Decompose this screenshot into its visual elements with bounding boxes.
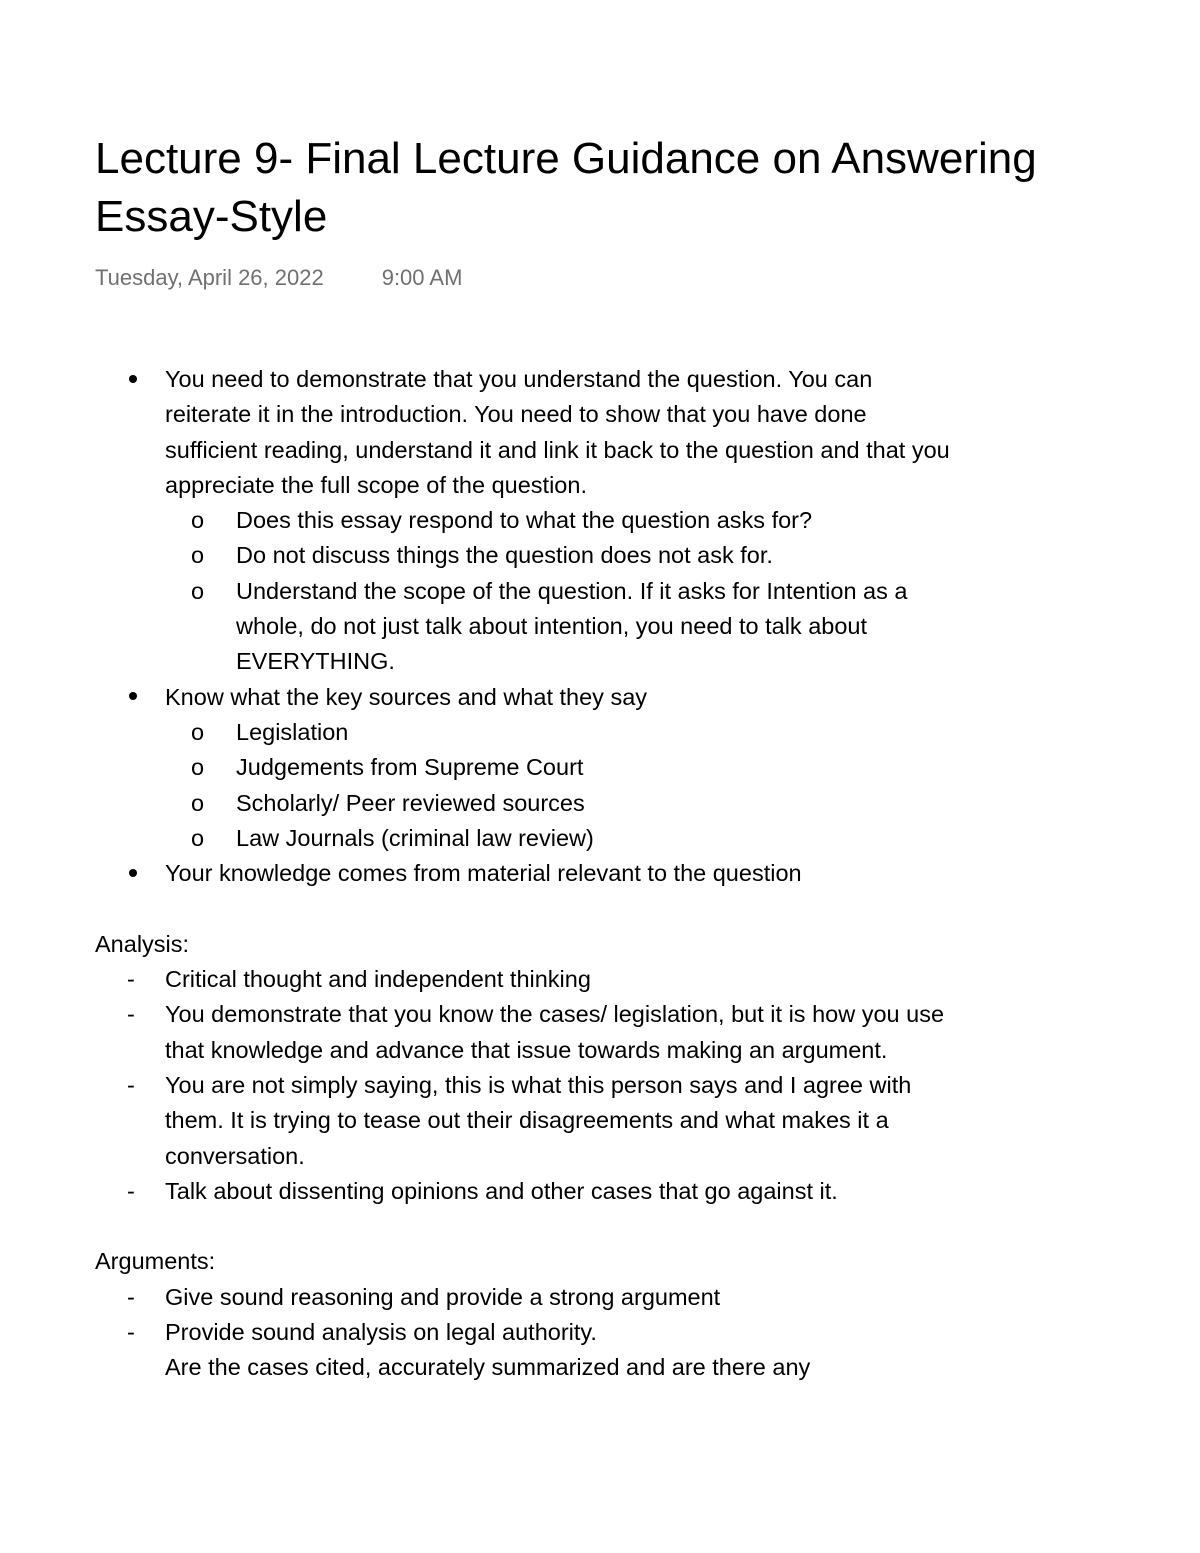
sub-bullet-item [95, 538, 965, 573]
bullet-item [95, 856, 965, 891]
sub-bullet-marker: o [191, 507, 205, 534]
page-title: Lecture 9- Final Lecture Guidance on Answering Essay-Style [95, 134, 1037, 241]
note-time: 9:00 AM [381, 265, 463, 290]
sub-bullet-marker: o [191, 789, 205, 816]
bullet-marker [129, 362, 159, 397]
sub-bullet-marker: o [191, 577, 205, 604]
dash-marker: - [127, 966, 135, 993]
sub-bullet-text: Understand the scope of the question. If it asks for Intention as a whole, do not just talk about intention, you need to talk about EVERYTHING. [236, 577, 908, 675]
sub-bullet-item [95, 750, 965, 785]
note-metadata [95, 262, 462, 294]
sub-bullet-text: Judgements from Supreme Court [236, 754, 584, 781]
arguments-continuation-text: Are the cases cited, accurately summarized and are there any [165, 1354, 811, 1381]
arguments-item [95, 1315, 965, 1350]
bullet-text: You need to demonstrate that you understand the question. You can reiterate it in the introduction. You need to show that you have done sufficient reading, understand it and link it back to the question and that you appreciate the full scope of the question. [165, 366, 950, 498]
analysis-item-text: You are not simply saying, this is what this person says and I agree with them. It is trying to tease out their disagreements and what makes it a conversation. [165, 1071, 912, 1169]
arguments-heading: Arguments: [95, 1248, 216, 1275]
dash-marker: - [127, 1283, 135, 1310]
bullet-marker [129, 856, 159, 891]
sub-bullet-marker: o [191, 824, 205, 851]
sub-bullet-item [95, 503, 965, 538]
sub-bullet-text: Does this essay respond to what the question asks for? [236, 507, 813, 534]
arguments-continuation [95, 1350, 965, 1385]
analysis-heading: Analysis: [95, 930, 190, 957]
analysis-item [95, 997, 965, 1068]
bullet-marker [129, 680, 159, 715]
sub-bullet-text: Do not discuss things the question does not ask for. [236, 542, 773, 569]
paragraph-spacer [95, 1209, 965, 1244]
sub-bullet-marker: o [191, 754, 205, 781]
sub-bullet-item [95, 786, 965, 821]
sub-bullet-marker: o [191, 718, 205, 745]
sub-bullet-marker: o [191, 542, 205, 569]
dash-marker: - [127, 1319, 135, 1346]
note-body [95, 362, 965, 1435]
analysis-item-text: You demonstrate that you know the cases/ legislation, but it is how you use that knowledge and advance that issue towards making an argument. [165, 1001, 945, 1063]
dash-marker: - [127, 1001, 135, 1028]
arguments-item-text: Provide sound analysis on legal authority. [165, 1319, 597, 1346]
analysis-item-text: Talk about dissenting opinions and other cases that go against it. [165, 1177, 838, 1204]
analysis-item-text: Critical thought and independent thinking [165, 966, 591, 993]
dash-marker: - [127, 1177, 135, 1204]
dash-marker: - [127, 1071, 135, 1098]
bullet-text: Your knowledge comes from material relevant to the question [165, 860, 802, 887]
sub-bullet-item [95, 821, 965, 856]
sub-bullet-text: Scholarly/ Peer reviewed sources [236, 789, 585, 816]
analysis-item [95, 1174, 965, 1209]
arguments-item-text: Give sound reasoning and provide a strong argument [165, 1283, 721, 1310]
paragraph-spacer [95, 891, 965, 926]
sub-bullet-text: Legislation [236, 718, 349, 745]
sub-bullet-item [95, 715, 965, 750]
sub-bullet-text: Law Journals (criminal law review) [236, 824, 594, 851]
bullet-text: Know what the key sources and what they say [165, 683, 648, 710]
sub-bullet-item [95, 574, 965, 680]
analysis-item [95, 962, 965, 997]
arguments-item [95, 1280, 965, 1315]
bullet-item [95, 680, 965, 715]
analysis-item [95, 1068, 965, 1174]
bullet-item [95, 362, 965, 503]
note-date: Tuesday, April 26, 2022 [95, 265, 324, 290]
